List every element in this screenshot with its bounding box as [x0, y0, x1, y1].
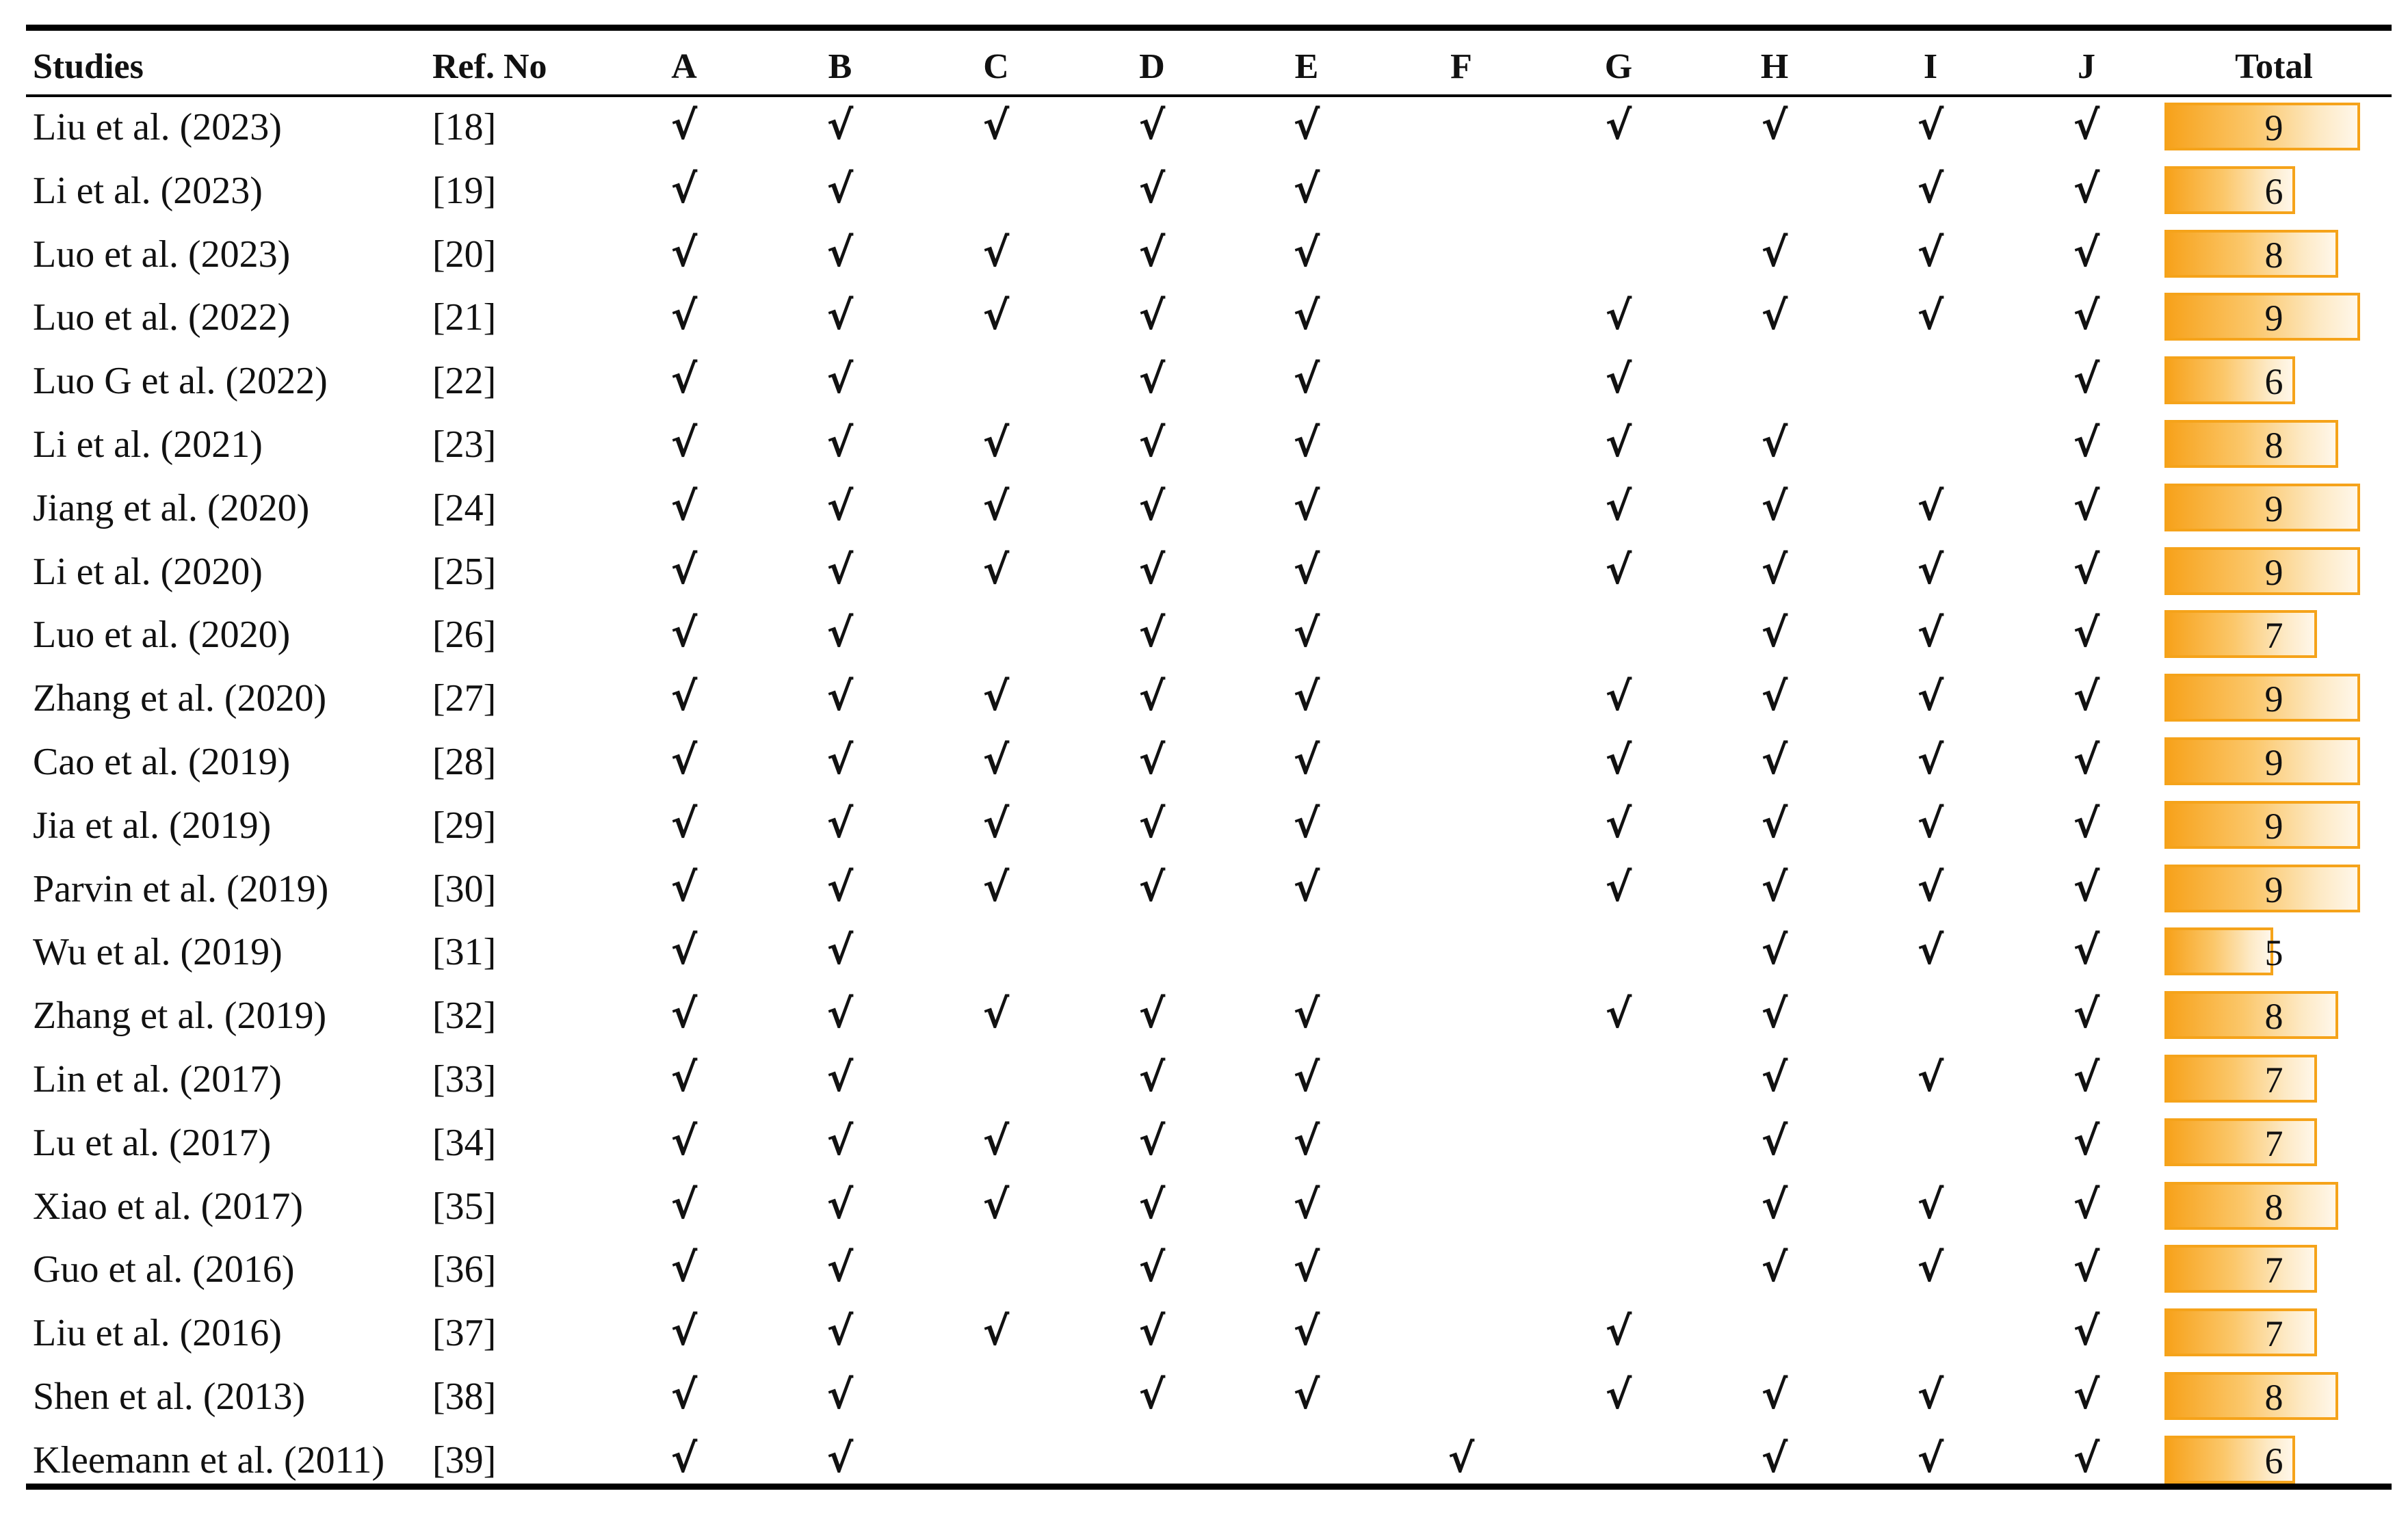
study-name: Liu et al. (2023): [33, 106, 282, 148]
check-mark-j: √: [2073, 673, 2100, 720]
check-mark-e: √: [1293, 673, 1320, 720]
ref-number: [34]: [432, 1121, 497, 1164]
ref-number: [31]: [432, 931, 497, 974]
check-mark-a: √: [670, 609, 698, 657]
check-mark-a: √: [670, 1308, 698, 1355]
ref-number: [29]: [432, 804, 497, 847]
check-mark-e: √: [1293, 356, 1320, 403]
check-mark-b: √: [826, 165, 854, 212]
check-mark-b: √: [826, 546, 854, 593]
check-mark-h: √: [1761, 1434, 1788, 1481]
check-mark-h: √: [1761, 609, 1788, 657]
column-header-f: F: [1450, 47, 1472, 86]
total-score-value: 6: [2264, 1440, 2283, 1481]
check-mark-b: √: [826, 356, 854, 403]
total-score-bar: [2164, 420, 2338, 468]
total-score-bar: [2164, 865, 2360, 912]
ref-number: [25]: [432, 550, 497, 593]
check-mark-h: √: [1761, 228, 1788, 276]
check-mark-c: √: [982, 546, 1010, 593]
total-score-value: 9: [2264, 805, 2283, 847]
check-mark-a: √: [670, 102, 698, 148]
total-score-bar: [2164, 991, 2338, 1039]
check-mark-j: √: [2073, 1308, 2100, 1355]
check-mark-d: √: [1138, 292, 1166, 339]
column-header-ref-no: Ref. No: [432, 47, 547, 86]
check-mark-c: √: [982, 863, 1010, 910]
check-mark-d: √: [1138, 800, 1166, 847]
check-mark-g: √: [1605, 737, 1632, 783]
total-score-bar: [2164, 1118, 2317, 1166]
check-mark-g: √: [1605, 990, 1632, 1038]
total-score-value: 9: [2264, 488, 2283, 529]
ref-number: [20]: [432, 233, 497, 276]
ref-number: [26]: [432, 614, 497, 657]
study-name: Lu et al. (2017): [33, 1121, 272, 1164]
study-name: Luo et al. (2020): [33, 614, 291, 657]
check-mark-a: √: [670, 356, 698, 403]
check-mark-a: √: [670, 228, 698, 276]
study-name: Jiang et al. (2020): [33, 486, 310, 529]
ref-number: [35]: [432, 1185, 497, 1228]
check-mark-i: √: [1917, 1434, 1944, 1481]
check-mark-c: √: [982, 673, 1010, 720]
check-mark-h: √: [1761, 1244, 1788, 1291]
study-name: Xiao et al. (2017): [33, 1185, 303, 1228]
check-mark-h: √: [1761, 292, 1788, 339]
check-mark-b: √: [826, 927, 854, 974]
check-mark-j: √: [2073, 482, 2100, 529]
ref-number: [27]: [432, 677, 497, 720]
check-mark-c: √: [982, 292, 1010, 339]
check-mark-a: √: [670, 673, 698, 720]
study-name: Shen et al. (2013): [33, 1375, 306, 1418]
study-name: Li et al. (2023): [33, 169, 263, 212]
total-score-value: 7: [2264, 615, 2283, 657]
study-name: Zhang et al. (2019): [33, 994, 327, 1038]
check-mark-i: √: [1917, 737, 1944, 783]
check-mark-d: √: [1138, 356, 1166, 403]
check-mark-j: √: [2073, 1371, 2100, 1418]
check-mark-i: √: [1917, 165, 1944, 212]
check-mark-j: √: [2073, 1117, 2100, 1164]
check-mark-j: √: [2073, 356, 2100, 403]
check-mark-g: √: [1605, 673, 1632, 720]
column-header-b: B: [828, 47, 852, 86]
check-mark-j: √: [2073, 165, 2100, 212]
total-score-value: 8: [2264, 425, 2283, 466]
total-score-bar: [2164, 1182, 2338, 1230]
check-mark-d: √: [1138, 1054, 1166, 1101]
check-mark-e: √: [1293, 1117, 1320, 1164]
check-mark-b: √: [826, 419, 854, 466]
check-mark-e: √: [1293, 609, 1320, 657]
column-header-d: D: [1139, 47, 1165, 86]
check-mark-a: √: [670, 863, 698, 910]
check-mark-b: √: [826, 1308, 854, 1355]
ref-number: [36]: [432, 1248, 497, 1291]
check-mark-d: √: [1138, 165, 1166, 212]
column-header-c: C: [983, 47, 1009, 86]
ref-number: [37]: [432, 1312, 497, 1355]
check-mark-e: √: [1293, 1244, 1320, 1291]
check-mark-g: √: [1605, 863, 1632, 910]
check-mark-e: √: [1293, 1308, 1320, 1355]
check-mark-d: √: [1138, 1244, 1166, 1291]
check-mark-c: √: [982, 228, 1010, 276]
check-mark-j: √: [2073, 800, 2100, 847]
check-mark-j: √: [2073, 228, 2100, 276]
check-mark-a: √: [670, 546, 698, 593]
check-mark-b: √: [826, 1434, 854, 1481]
check-mark-g: √: [1605, 546, 1632, 593]
study-name: Parvin et al. (2019): [33, 867, 329, 910]
study-name: Cao et al. (2019): [33, 741, 291, 783]
column-header-j: J: [2078, 47, 2095, 86]
check-mark-e: √: [1293, 737, 1320, 783]
check-mark-b: √: [826, 1181, 854, 1228]
study-name: Liu et al. (2016): [33, 1312, 282, 1355]
total-score-bar: [2164, 1308, 2317, 1356]
check-mark-b: √: [826, 1371, 854, 1418]
check-mark-d: √: [1138, 609, 1166, 657]
check-mark-b: √: [826, 800, 854, 847]
total-score-value: 9: [2264, 107, 2283, 148]
check-mark-j: √: [2073, 292, 2100, 339]
total-score-value: 8: [2264, 1377, 2283, 1418]
check-mark-c: √: [982, 800, 1010, 847]
total-score-bar: [2164, 610, 2317, 658]
check-mark-h: √: [1761, 419, 1788, 466]
check-mark-h: √: [1761, 1117, 1788, 1164]
check-mark-j: √: [2073, 927, 2100, 974]
check-mark-h: √: [1761, 990, 1788, 1038]
check-mark-j: √: [2073, 990, 2100, 1038]
total-score-value: 6: [2264, 170, 2283, 212]
column-header-a: A: [671, 47, 697, 86]
check-mark-f: √: [1448, 1434, 1475, 1481]
check-mark-b: √: [826, 673, 854, 720]
check-mark-d: √: [1138, 863, 1166, 910]
study-name: Kleemann et al. (2011): [33, 1438, 385, 1481]
check-mark-d: √: [1138, 102, 1166, 148]
check-mark-d: √: [1138, 482, 1166, 529]
check-mark-j: √: [2073, 546, 2100, 593]
check-mark-i: √: [1917, 927, 1944, 974]
check-mark-e: √: [1293, 228, 1320, 276]
ref-number: [23]: [432, 423, 497, 466]
check-mark-g: √: [1605, 1371, 1632, 1418]
column-header-h: H: [1760, 47, 1789, 86]
check-mark-a: √: [670, 927, 698, 974]
check-mark-j: √: [2073, 1054, 2100, 1101]
total-score-bar: [2164, 801, 2360, 849]
study-name: Li et al. (2020): [33, 550, 263, 593]
check-mark-h: √: [1761, 1054, 1788, 1101]
total-score-value: 8: [2264, 234, 2283, 276]
check-mark-a: √: [670, 1244, 698, 1291]
total-score-value: 6: [2264, 361, 2283, 403]
check-mark-d: √: [1138, 1117, 1166, 1164]
check-mark-d: √: [1138, 737, 1166, 783]
total-score-value: 7: [2264, 1059, 2283, 1101]
check-mark-a: √: [670, 1054, 698, 1101]
check-mark-i: √: [1917, 1181, 1944, 1228]
check-mark-g: √: [1605, 102, 1632, 148]
check-mark-h: √: [1761, 863, 1788, 910]
check-mark-a: √: [670, 1117, 698, 1164]
study-name: Zhang et al. (2020): [33, 677, 327, 720]
check-mark-e: √: [1293, 1054, 1320, 1101]
check-mark-h: √: [1761, 546, 1788, 593]
ref-number: [33]: [432, 1058, 497, 1101]
check-mark-j: √: [2073, 609, 2100, 657]
check-mark-d: √: [1138, 1181, 1166, 1228]
study-name: Guo et al. (2016): [33, 1248, 295, 1291]
ref-number: [32]: [432, 994, 497, 1038]
ref-number: [28]: [432, 741, 497, 783]
check-mark-b: √: [826, 609, 854, 657]
check-mark-b: √: [826, 1244, 854, 1291]
column-header-g: G: [1604, 47, 1633, 86]
total-score-value: 5: [2264, 932, 2283, 974]
check-mark-h: √: [1761, 102, 1788, 148]
check-mark-i: √: [1917, 228, 1944, 276]
total-score-value: 9: [2264, 298, 2283, 339]
column-header-studies: Studies: [33, 47, 144, 86]
ref-number: [30]: [432, 867, 497, 910]
check-mark-i: √: [1917, 863, 1944, 910]
check-mark-j: √: [2073, 737, 2100, 783]
check-mark-g: √: [1605, 800, 1632, 847]
check-mark-i: √: [1917, 482, 1944, 529]
total-score-bar: [2164, 293, 2360, 341]
check-mark-e: √: [1293, 546, 1320, 593]
total-score-bar: [2164, 674, 2360, 722]
check-mark-e: √: [1293, 102, 1320, 148]
check-mark-e: √: [1293, 482, 1320, 529]
check-mark-a: √: [670, 1434, 698, 1481]
check-mark-h: √: [1761, 482, 1788, 529]
check-mark-c: √: [982, 737, 1010, 783]
check-mark-i: √: [1917, 800, 1944, 847]
total-score-value: 8: [2264, 1186, 2283, 1228]
total-score-value: 9: [2264, 742, 2283, 783]
study-name: Luo G et al. (2022): [33, 360, 328, 403]
check-mark-g: √: [1605, 1308, 1632, 1355]
check-mark-d: √: [1138, 228, 1166, 276]
table-bottom-rule: [26, 1484, 2392, 1490]
check-mark-b: √: [826, 863, 854, 910]
check-mark-a: √: [670, 1371, 698, 1418]
check-mark-b: √: [826, 228, 854, 276]
study-name: Li et al. (2021): [33, 423, 263, 466]
check-mark-a: √: [670, 1181, 698, 1228]
check-mark-c: √: [982, 1308, 1010, 1355]
check-mark-d: √: [1138, 1371, 1166, 1418]
total-score-bar: [2164, 1245, 2317, 1293]
check-mark-e: √: [1293, 1371, 1320, 1418]
check-mark-i: √: [1917, 1054, 1944, 1101]
check-mark-i: √: [1917, 292, 1944, 339]
table-header-rule: [26, 94, 2392, 97]
check-mark-i: √: [1917, 1244, 1944, 1291]
check-mark-b: √: [826, 737, 854, 783]
total-score-value: 9: [2264, 551, 2283, 593]
check-mark-a: √: [670, 292, 698, 339]
total-score-bar: [2164, 547, 2360, 595]
check-mark-i: √: [1917, 102, 1944, 148]
total-score-bar: [2164, 737, 2360, 785]
check-mark-b: √: [826, 1117, 854, 1164]
check-mark-e: √: [1293, 419, 1320, 466]
check-mark-a: √: [670, 990, 698, 1038]
check-mark-d: √: [1138, 990, 1166, 1038]
check-mark-g: √: [1605, 419, 1632, 466]
check-mark-b: √: [826, 990, 854, 1038]
study-name: Lin et al. (2017): [33, 1058, 282, 1101]
table-top-rule: [26, 25, 2392, 31]
check-mark-b: √: [826, 292, 854, 339]
check-mark-a: √: [670, 165, 698, 212]
ref-number: [39]: [432, 1438, 497, 1481]
check-mark-i: √: [1917, 546, 1944, 593]
column-header-e: E: [1294, 47, 1319, 86]
total-score-bar: [2164, 484, 2360, 531]
check-mark-h: √: [1761, 800, 1788, 847]
check-mark-c: √: [982, 1117, 1010, 1164]
check-mark-d: √: [1138, 419, 1166, 466]
check-mark-j: √: [2073, 863, 2100, 910]
column-header-total: Total: [2235, 47, 2313, 86]
check-mark-b: √: [826, 482, 854, 529]
check-mark-d: √: [1138, 546, 1166, 593]
check-mark-a: √: [670, 419, 698, 466]
check-mark-h: √: [1761, 1181, 1788, 1228]
check-mark-e: √: [1293, 1181, 1320, 1228]
check-mark-e: √: [1293, 990, 1320, 1038]
total-score-bar: [2164, 230, 2338, 278]
check-mark-a: √: [670, 482, 698, 529]
check-mark-e: √: [1293, 863, 1320, 910]
check-mark-h: √: [1761, 737, 1788, 783]
check-mark-i: √: [1917, 673, 1944, 720]
total-score-value: 8: [2264, 996, 2283, 1038]
check-mark-j: √: [2073, 102, 2100, 148]
check-mark-j: √: [2073, 419, 2100, 466]
total-score-bar: [2164, 927, 2273, 975]
check-mark-e: √: [1293, 800, 1320, 847]
check-mark-j: √: [2073, 1434, 2100, 1481]
study-name: Luo et al. (2023): [33, 233, 291, 276]
total-score-bar: [2164, 1055, 2317, 1103]
column-header-i: I: [1923, 47, 1938, 86]
total-score-value: 9: [2264, 869, 2283, 910]
check-mark-d: √: [1138, 673, 1166, 720]
check-mark-c: √: [982, 482, 1010, 529]
check-mark-j: √: [2073, 1244, 2100, 1291]
check-mark-c: √: [982, 102, 1010, 148]
total-score-value: 7: [2264, 1122, 2283, 1164]
check-mark-h: √: [1761, 927, 1788, 974]
check-mark-c: √: [982, 419, 1010, 466]
total-score-value: 7: [2264, 1250, 2283, 1291]
total-score-value: 7: [2264, 1313, 2283, 1355]
check-mark-g: √: [1605, 356, 1632, 403]
ref-number: [21]: [432, 296, 497, 339]
check-mark-d: √: [1138, 1308, 1166, 1355]
check-mark-i: √: [1917, 1371, 1944, 1418]
study-name: Jia et al. (2019): [33, 804, 272, 847]
total-score-value: 9: [2264, 679, 2283, 720]
check-mark-g: √: [1605, 482, 1632, 529]
study-name: Luo et al. (2022): [33, 296, 291, 339]
ref-number: [18]: [432, 106, 497, 148]
check-mark-h: √: [1761, 673, 1788, 720]
check-mark-c: √: [982, 990, 1010, 1038]
ref-number: [38]: [432, 1375, 497, 1418]
total-score-bar: [2164, 1372, 2338, 1420]
check-mark-e: √: [1293, 292, 1320, 339]
ref-number: [22]: [432, 360, 497, 403]
check-mark-b: √: [826, 102, 854, 148]
check-mark-b: √: [826, 1054, 854, 1101]
check-mark-i: √: [1917, 609, 1944, 657]
check-mark-h: √: [1761, 1371, 1788, 1418]
ref-number: [19]: [432, 169, 497, 212]
check-mark-a: √: [670, 737, 698, 783]
check-mark-e: √: [1293, 165, 1320, 212]
study-name: Wu et al. (2019): [33, 931, 283, 974]
check-mark-c: √: [982, 1181, 1010, 1228]
check-mark-j: √: [2073, 1181, 2100, 1228]
ref-number: [24]: [432, 486, 497, 529]
check-mark-a: √: [670, 800, 698, 847]
check-mark-g: √: [1605, 292, 1632, 339]
total-score-bar: [2164, 103, 2360, 150]
